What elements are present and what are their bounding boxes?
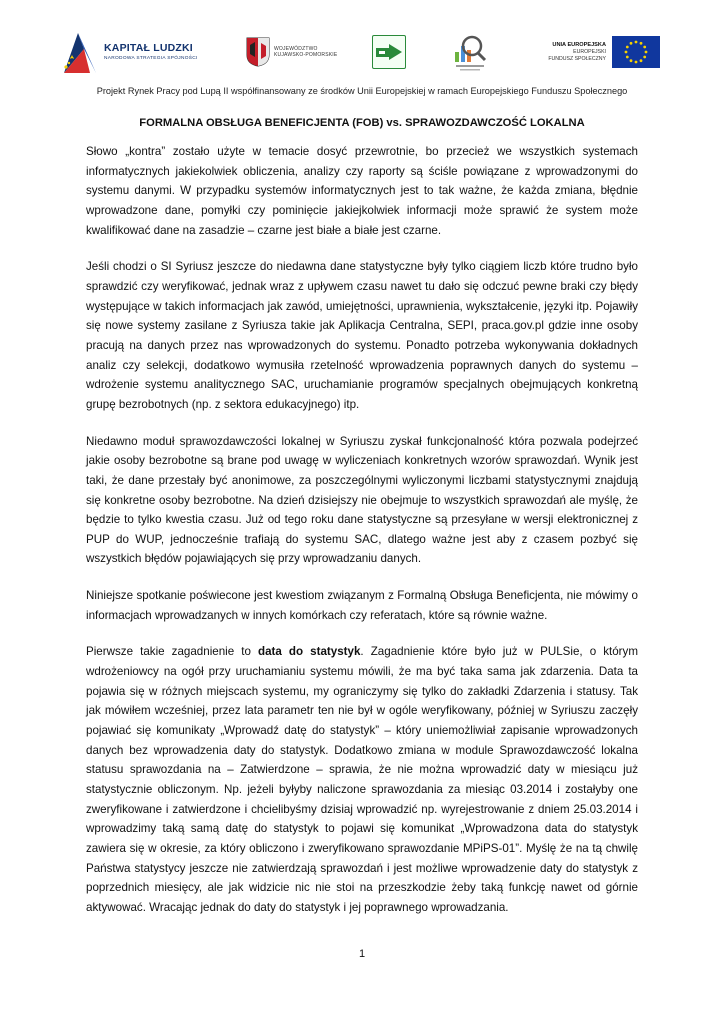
kapital-ludzki-logo [60, 28, 210, 76]
paragraph: Niniejsze spotkanie poświecone jest kwestiom związanym z Formalną Obsługa Beneficjenta, nie mówimy o informacjach wprowadzanych w innych komórkach czy referatach, które są równie ważne. [86, 589, 638, 622]
paragraph-intro: Pierwsze takie zagadnienie to [86, 645, 258, 659]
region-coat-of-arms-icon [246, 37, 270, 67]
kapital-ludzki-title: KAPITAŁ LUDZKI [104, 42, 193, 54]
paragraph: Niedawno moduł sprawozdawczości lokalnej w Syriuszu zyskał funkcjonalność która pozwala podejrzeć jakie osoby bezrobotne są brane pod uwagę w wyliczeniach konkretnych wzorów sprawozdań. Wynik jest taki, że dane przestały być anonimowe, za poszczególnymi wyliczonymi liczbami statystycznymi znajdują się konkretne osoby bezrobotne. Na dzień dzisiejszy nie obejmuje to wszystkich sprawozdań ale myślę, że będzie to tylko kwestia czasu. Już od tego roku dane statystyczne są przesyłane w wersji elektronicznej z PUP do WUP, jednocześnie trafiają do systemu SAC, dlatego ważne jest aby z czasem pozbyć się wszystkich błędów pojawiających się przy wprowadzaniu danych. [86, 434, 638, 566]
eu-logo-line3: FUNDUSZ SPOŁECZNY [548, 55, 606, 62]
paragraph: Słowo „kontra” zostało użyte w temacie dosyć przewrotnie, bo przecież we wszystkich systemach informatycznych jakiekolwiek obliczenia, analizy czy raporty są ściśle powiązane z wprowadzonymi do systemu danymi. W przypadku systemów informatycznych jest to tak ważne, że każda zmiana, błędnie wprowadzone dane, pomyłki czy pominięcie jakiejkolwiek informacji może sprawić że system może kwalifikować dane na zasadzie – czarne jest białe a białe jest czarne. [86, 145, 638, 237]
region-logo-line1: WOJEWÓDZTWO [274, 45, 318, 52]
rynek-pracy-logo [450, 28, 490, 76]
paragraph-data-do-statystyk [86, 642, 638, 917]
kapital-ludzki-subtitle: NARODOWA STRATEGIA SPÓJNOŚCI [104, 56, 198, 61]
eu-logo [510, 28, 660, 76]
header-logos [60, 28, 660, 76]
region-logo-line2: KUJAWSKO-POMORSKIE [274, 52, 338, 58]
project-funding-line: Projekt Rynek Pracy pod Lupą II współfinansowany ze środków Unii Europejskiej w ramach Europejskiego Funduszu Społecznego [96, 86, 628, 96]
bold-term: data do statystyk [258, 645, 361, 659]
region-logo [246, 28, 356, 76]
eu-flag-icon [612, 36, 660, 68]
eu-logo-line2: EUROPEJSKI [573, 48, 606, 55]
document-body [86, 116, 638, 935]
paragraph: Jeśli chodzi o SI Syriusz jeszcze do niedawna dane statystyczne były tylko ciągiem liczb które trudno było sprawdzić czy weryfikować, jednak wraz z upływem czasu nawet tu dało się odczuć pewne braki czy błędy występujące w takich informacjach jak zawód, umiejętności, uprawnienia, wykształcenie, języki itp. Pojawiły się nowe systemy zasilane z Syriusza takie jak Aplikacja Centralna, SEPI, praca.gov.pl gdzie inne osoby pracują na danych przez nas wprowadzonych do systemu. Ponadto potrzeba wykonywania dokładnych analiz czy selekcji, dodatkowo wymusiła rzetelność wprowadzenia poprawnych danych do systemu – wdrożenie systemu analitycznego SAC, uruchamianie programów specjalnych obejmujących konkretną grupę bezrobotnych (np. z sektora edukacyjnego) itp. [86, 260, 638, 411]
paragraph-body: . Zagadnienie które było już w PULSie, o którym wdrożeniowcy na ogół przy uruchamianiu systemu mówili, że ma być taka sama jak zdarzenia. Data ta pojawia się w różnych miejscach systemu, my ograniczymy się tylko do zakładki Zdarzenia i statusy. Tak jak mówiłem wcześniej, przez lata parametr ten nie był w ogóle weryfikowany, później w Syriuszu zaczęły pojawiać się komunikaty „Wprowadź datę do statystyk” – który uniemożliwiał zapisanie wprowadzonych danych bez wprowadzenia daty do statystyk. Dodatkowo zmiana w module Sprawozdawczość lokalna statusu sprawozdania na – Zatwierdzone – sprawia, że nie można wprowadzić daty w miesiącu już statystycznie obliczonym. Np. jeżeli byłyby naliczone sprawozdania za miesiąc 03.2014 i zostałyby one zweryfikowane i zatwierdzone i chcielibyśmy dzisiaj wprowadzić np. wyrejestrowanie z dniem 25.03.2014 i wprowadzimy taką samą datę do statystyk to pojawi się komunikat „Wprowadzona data do statystyk zawiera się w okresie, za który obliczono i zweryfikowano sprawozdanie MPiPS-01”. Myślę że na tą chwilę Państwa statystycy jeszcze nie zatwierdzają sprawozdań i jest możliwe wprowadzenie daty do statystyk z poprzednich miesięcy, ale jak widzicie nic nie stoi na przeszkodzie żeby taką funkcję nawet od górnie aktywować. Wracając jednak do daty do statystyk i jej poprawnego wprowadzania. [86, 645, 639, 914]
pup-arrow-icon [375, 43, 403, 61]
magnifier-chart-icon [452, 32, 488, 72]
eu-logo-line1: UNIA EUROPEJSKA [552, 41, 606, 48]
kapital-ludzki-emblem-icon [60, 29, 100, 75]
document-title: FORMALNA OBSŁUGA BENEFICJENTA (FOB) vs. SPRAWOZDAWCZOŚĆ LOKALNA [139, 117, 585, 129]
pup-logo [372, 35, 406, 69]
page-number: 1 [358, 948, 366, 960]
